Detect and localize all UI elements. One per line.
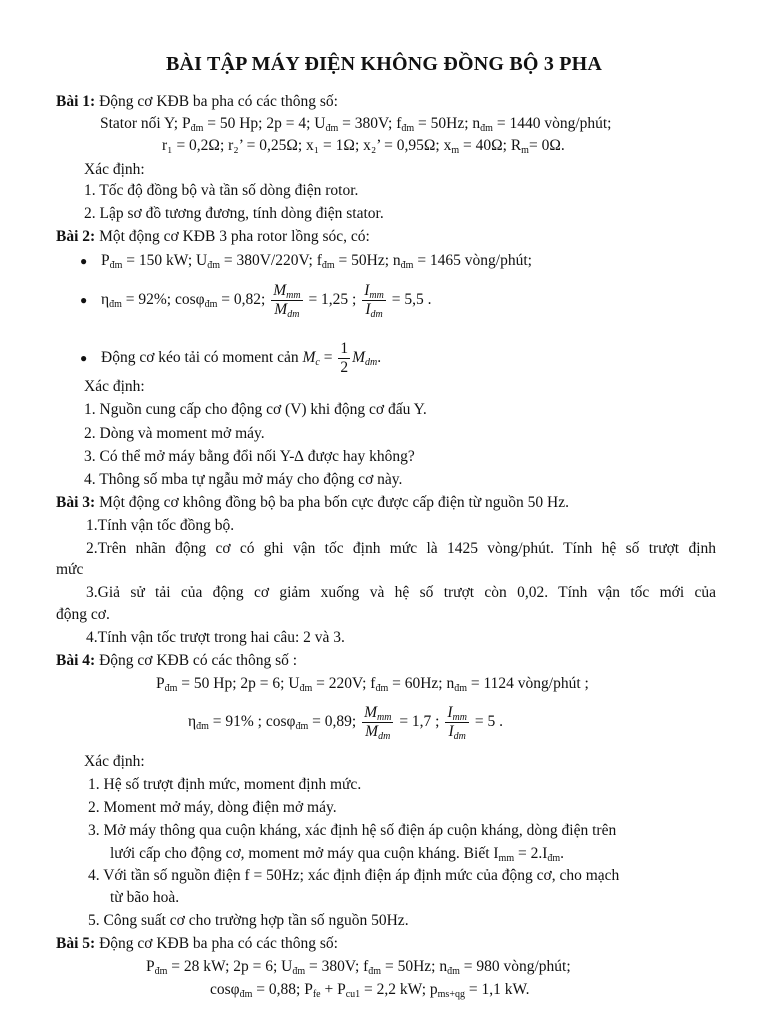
bai4-question-5: 5. Công suất cơ cho trường hợp tần số nguồn 50Hz.: [88, 912, 409, 929]
bai2-label: Bài 2:: [56, 228, 96, 245]
bai4-question-1: 1. Hệ số trượt định mức, moment định mức.: [88, 776, 362, 793]
half-fraction: $\frac{1}{2}$: [340, 339, 349, 376]
bai4-heading: [56, 651, 297, 671]
bai1-label: Bài 1:: [56, 93, 96, 110]
mm-over-dm-fraction: $M_{mm}$ $M_{dm}$: [273, 281, 301, 320]
bai4-intro: Động cơ KĐB có các thông số :: [95, 652, 298, 669]
bai4-label: Bài 4:: [56, 652, 96, 669]
bullet-icon: ●: [80, 254, 88, 268]
bai1-params-line2: r₁ = 0,2Ω; r₂’ = 0,25Ω; x₁ = 1Ω; x₂’ = 0,95Ω; $x_m = 40\Omega$; $R_m= 0\Omega$.: [162, 137, 565, 156]
bai4-question-3-cont: lưới cấp cho động cơ, moment mở máy qua cuộn kháng. Biết $I_{mm} = 2.I_{đm}$.: [110, 845, 565, 864]
bullet-icon: ●: [80, 351, 88, 365]
bai3-intro: Một động cơ không đồng bộ ba pha bốn cực được cấp điện từ nguồn 50 Hz.: [95, 494, 569, 511]
bai3-question-3-cont: động cơ.: [56, 606, 110, 623]
bai3-question-2: 2.Trên nhãn động cơ có ghi vận tốc định mức là 1425 vòng/phút. Tính hệ số trượt định: [86, 540, 716, 557]
bai1-intro: Động cơ KĐB ba pha có các thông số:: [95, 93, 338, 110]
bai4-question-3: 3. Mở máy thông qua cuộn kháng, xác định hệ số điện áp cuộn kháng, dòng điện trên: [88, 822, 617, 839]
bai2-intro: Một động cơ KĐB 3 pha rotor lồng sóc, có:: [95, 228, 370, 245]
bai5-params-line1: $P_{đm} = 28$ kW; 2p = 6; $U_{đm} = 380V$; $f_{đm} = 50Hz$; $n_{đm} = 980$ vòng/phút;: [146, 958, 571, 977]
bai5-heading: [56, 934, 338, 954]
bai2-heading: [56, 227, 370, 247]
bai3-question-3: 3.Giả sử tải của động cơ giảm xuống và hệ số trượt còn 0,02. Tính vận tốc mới của: [86, 584, 716, 601]
bai2-question-2: 2. Dòng và moment mở máy.: [84, 425, 265, 442]
bai2-bullet-3: Động cơ kéo tải có moment cản $M_c$ = $\frac{1}{2}$ $M_{dm}$.: [101, 339, 382, 376]
bai1-xac-dinh: Xác định:: [84, 161, 145, 178]
bai2-bullet-2: $\eta_{đm} = 92\%$; cosφ$_{đm}$ = 0,82; $M_{mm}$ $M_{dm}$ = 1,25 ; $I_{mm}$ $I_{dm}$ = 5,5 .: [101, 281, 432, 320]
bai5-intro: Động cơ KĐB ba pha có các thông số:: [95, 935, 338, 952]
bai1-question-2: 2. Lập sơ đồ tương đương, tính dòng điện stator.: [84, 205, 384, 222]
bai2-bullet-1: $P_{đm} = 150$ kW; $U_{đm} = 380V/220V$; $f_{đm} = 50Hz$; $n_{đm} = 1465$ vòng/phút;: [101, 252, 532, 271]
bai5-params-line2: cosφ$_{đm}$ = 0,88; $P_{fe} + P_{cu1} = 2,2$ kW; $p_{ms+qg} = 1,1$ kW.: [210, 981, 530, 1000]
bai3-question-1: 1.Tính vận tốc đồng bộ.: [86, 517, 235, 534]
bai1-question-1: 1. Tốc độ đồng bộ và tần số dòng điện rotor.: [84, 182, 359, 199]
mm-over-dm-fraction: $M_{mm}$ $M_{dm}$: [364, 703, 392, 742]
bai3-label: Bài 3:: [56, 494, 96, 511]
bullet-icon: ●: [80, 293, 88, 307]
bai3-question-2-cont: mức: [56, 561, 84, 578]
bai4-params-line2: $\eta_{đm} = 91\%$ ; cosφ$_{đm}$ = 0,89; $M_{mm}$ $M_{dm}$ = 1,7 ; $I_{mm}$ $I_{dm}$ = 5 .: [188, 703, 503, 742]
bai4-xac-dinh: Xác định:: [84, 753, 145, 770]
bai4-params-line1: $P_{đm} = 50$ Hp; 2p = 6; $U_{đm} = 220V$; $f_{đm} = 60Hz$; $n_{đm} = 1124$ vòng/phút ;: [156, 675, 589, 694]
bai1-heading: [56, 92, 338, 112]
imm-over-idm-fraction: $I_{mm}$ $I_{dm}$: [447, 703, 467, 742]
page-title: BÀI TẬP MÁY ĐIỆN KHÔNG ĐỒNG BỘ 3 PHA: [165, 53, 603, 75]
bai2-question-1: 1. Nguồn cung cấp cho động cơ (V) khi động cơ đấu Y.: [84, 401, 427, 418]
imm-over-idm-fraction: $I_{mm}$ $I_{dm}$: [364, 281, 384, 320]
bai4-question-4-cont: từ bão hoà.: [110, 889, 180, 906]
bai5-label: Bài 5:: [56, 935, 96, 952]
bai2-question-3: 3. Có thể mở máy bằng đổi nối Y-∆ được hay không?: [84, 448, 415, 465]
bai4-question-2: 2. Moment mở máy, dòng điện mở máy.: [88, 799, 337, 816]
bai4-question-4: 4. Với tần số nguồn điện f = 50Hz; xác định điện áp định mức của động cơ, cho mạch: [88, 867, 620, 884]
bai1-params-line1: Stator nối Y; $P_{đm} = 50$ Hp; 2p = 4; $U_{đm} = 380V$; $f_{đm} = 50Hz$; $n_{đm} = 1440$ vòng/phút;: [100, 115, 612, 134]
bai2-xac-dinh: Xác định:: [84, 378, 145, 395]
bai3-heading: [56, 493, 569, 513]
bai3-question-4: 4.Tính vận tốc trượt trong hai câu: 2 và 3.: [86, 629, 345, 646]
bai2-question-4: 4. Thông số mba tự ngẫu mở máy cho động cơ này.: [84, 471, 403, 488]
